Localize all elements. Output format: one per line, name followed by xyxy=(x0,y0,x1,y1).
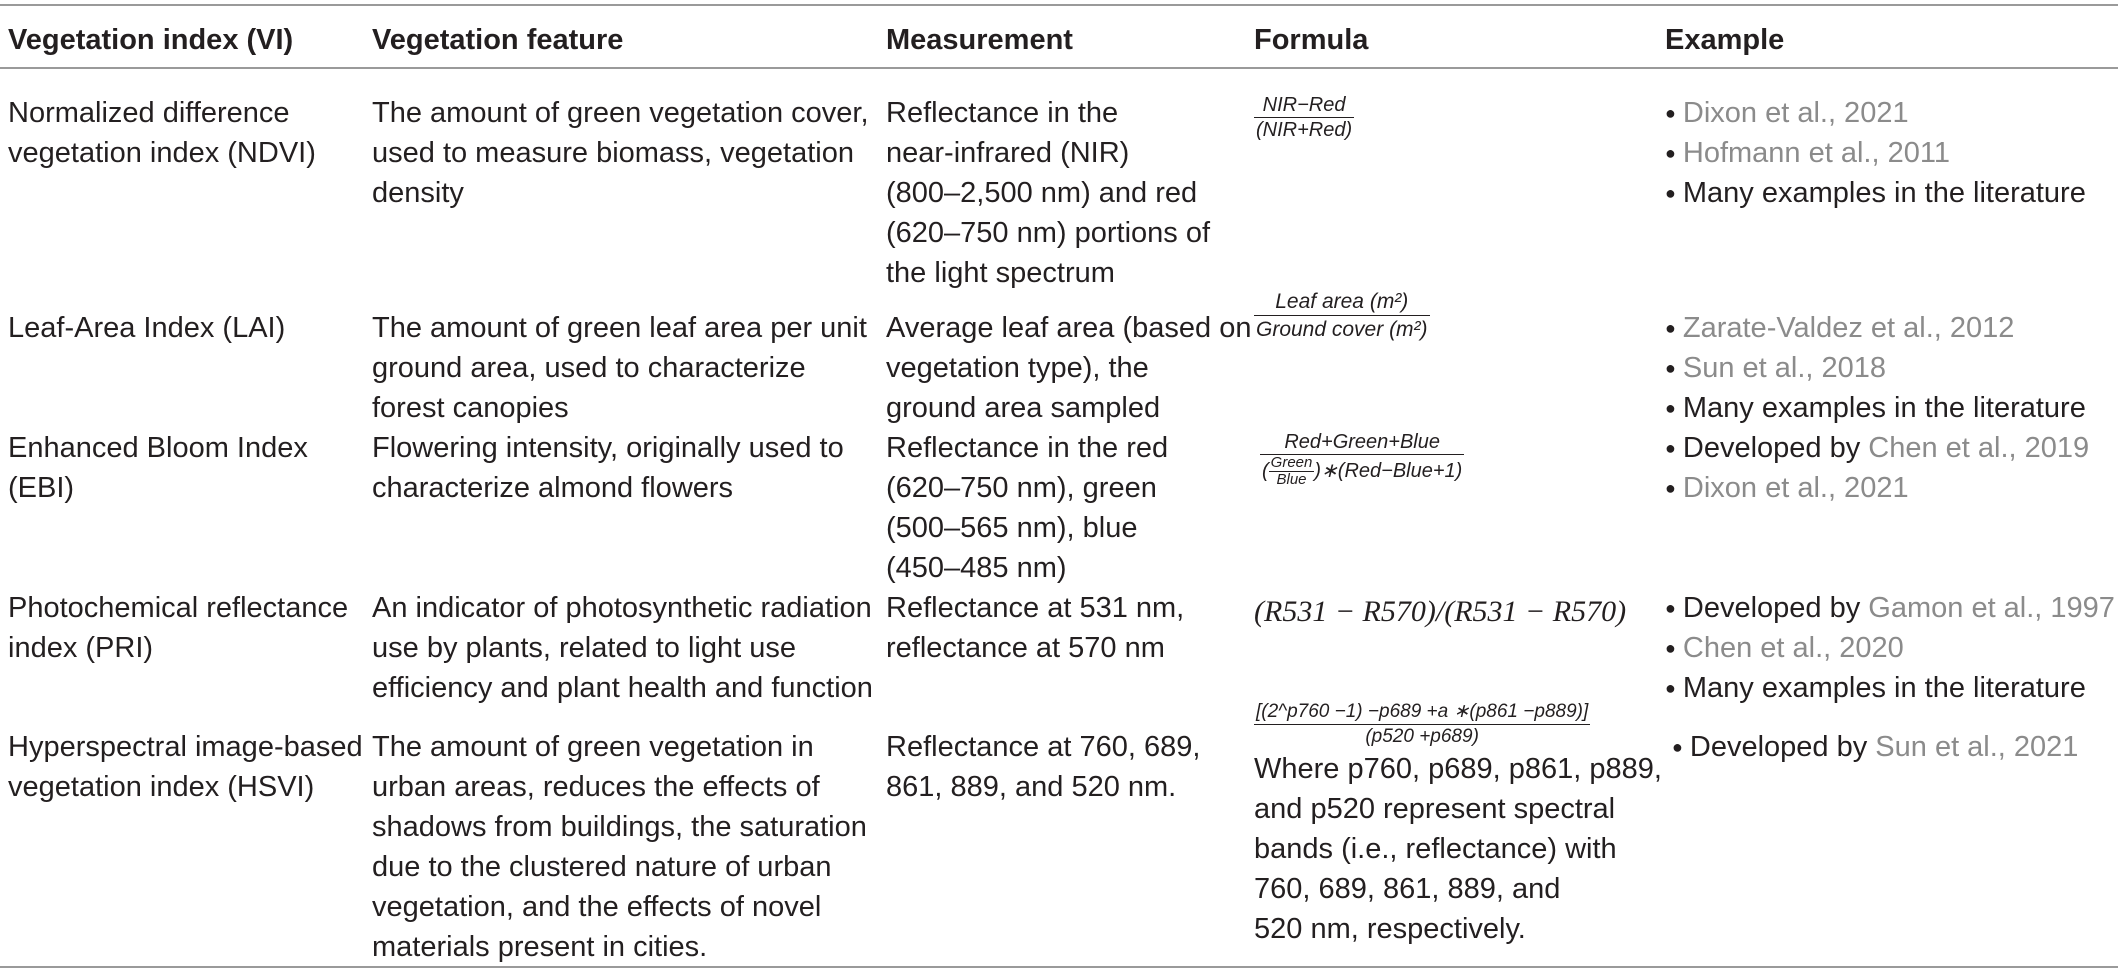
table-cell-line: (500–565 nm), blue xyxy=(886,512,1138,544)
list-item xyxy=(1665,308,2115,348)
table-cell-line: reflectance at 570 nm xyxy=(886,632,1165,664)
row-pri-feature xyxy=(372,588,872,708)
header-vegetation-index: Vegetation index (VI) xyxy=(8,24,294,56)
formula-note-line: Where p760, p689, p861, p889, xyxy=(1254,753,1662,785)
formula-note-line: and p520 represent spectral xyxy=(1254,793,1616,825)
table-cell-line: 861, 889, and 520 nm. xyxy=(886,771,1177,803)
table-cell-line: (620–750 nm) portions of xyxy=(886,217,1211,249)
example-prefix: Developed by xyxy=(1689,731,1876,763)
citation-link[interactable]: Chen et al., 2019 xyxy=(1868,432,2090,464)
table-cell-line: density xyxy=(372,177,464,209)
table-cell-line: (800–2,500 nm) and red xyxy=(886,177,1198,209)
fraction-numerator: [(2^p760 −1) −p689 +a ∗(p861 −p889)] xyxy=(1254,700,1590,725)
table-bottom-rule xyxy=(0,966,2118,968)
list-item xyxy=(1672,727,2118,767)
table-cell-line: (620–750 nm), green xyxy=(886,472,1157,504)
list-item xyxy=(1665,93,2115,133)
table-cell-line: (EBI) xyxy=(8,472,75,504)
citation-link[interactable]: Sun et al., 2018 xyxy=(1682,352,1887,384)
row-hsvi-examples xyxy=(1672,727,2118,767)
ndvi-fraction xyxy=(1254,93,1354,142)
row-ebi-index xyxy=(8,428,363,508)
hsvi-fraction xyxy=(1254,700,1590,749)
example-prefix: Many examples in the literature xyxy=(1682,672,2086,704)
example-prefix: Many examples in the literature xyxy=(1682,392,2086,424)
table-cell-line: Reflectance in the red xyxy=(886,432,1169,464)
table-cell-line: due to the clustered nature of urban xyxy=(372,851,832,883)
row-lai-feature xyxy=(372,308,872,428)
header-vegetation-feature: Vegetation feature xyxy=(372,24,624,56)
list-item xyxy=(1665,133,2115,173)
row-hsvi-formula xyxy=(1254,700,1662,949)
table-cell-line: Flowering intensity, originally used to xyxy=(372,432,844,464)
list-item xyxy=(1665,468,2115,508)
table-cell-line: ground area sampled xyxy=(886,392,1161,424)
row-pri-examples xyxy=(1665,588,2115,708)
table-cell-line: forest canopies xyxy=(372,392,569,424)
table-cell-line: Average leaf area (based on xyxy=(886,312,1252,344)
citation-link[interactable]: Zarate-Valdez et al., 2012 xyxy=(1682,312,2015,344)
row-lai-index xyxy=(8,308,363,348)
row-ndvi-formula xyxy=(1254,93,1644,142)
list-item xyxy=(1665,428,2115,468)
table-cell-line: efficiency and plant health and function xyxy=(372,672,873,704)
paren-open: ( xyxy=(1262,459,1269,482)
formula-note-line: bands (i.e., reflectance) with xyxy=(1254,833,1617,865)
fraction-remainder: )∗(Red−Blue+1) xyxy=(1314,459,1463,482)
table-cell-line: urban areas, reduces the effects of xyxy=(372,771,820,803)
fraction-denominator: Blue xyxy=(1276,471,1307,488)
table-header-rule xyxy=(0,67,2118,69)
ebi-fraction xyxy=(1260,430,1464,488)
table-cell-line: vegetation, and the effects of novel xyxy=(372,891,822,923)
list-item xyxy=(1665,668,2115,708)
header-formula: Formula xyxy=(1254,24,1369,56)
table-cell-line: the light spectrum xyxy=(886,257,1115,289)
list-item xyxy=(1665,173,2115,213)
row-lai-measurement xyxy=(886,308,1252,428)
fraction-numerator: Green xyxy=(1270,454,1313,471)
table-cell-line: Reflectance in the xyxy=(886,97,1119,129)
green-blue-fraction xyxy=(1269,455,1315,488)
example-prefix: Many examples in the literature xyxy=(1682,177,2086,209)
row-lai-formula xyxy=(1254,288,1644,343)
table-cell-line: Leaf-Area Index (LAI) xyxy=(8,312,286,344)
row-ndvi-measurement xyxy=(886,93,1246,293)
citation-link[interactable]: Hofmann et al., 2011 xyxy=(1682,137,1950,169)
table-cell-line: used to measure biomass, vegetation xyxy=(372,137,854,169)
table-top-rule xyxy=(0,4,2118,6)
fraction-numerator: NIR−Red xyxy=(1254,93,1354,118)
table-cell-line: Normalized difference xyxy=(8,97,290,129)
list-item xyxy=(1665,588,2115,628)
citation-link[interactable]: Dixon et al., 2021 xyxy=(1682,472,1909,504)
row-ebi-examples xyxy=(1665,428,2115,508)
citation-link[interactable]: Dixon et al., 2021 xyxy=(1682,97,1909,129)
row-pri-index xyxy=(8,588,363,668)
table-cell-line: materials present in cities. xyxy=(372,931,708,963)
header-measurement: Measurement xyxy=(886,24,1073,56)
table-cell-line: near-infrared (NIR) xyxy=(886,137,1130,169)
row-pri-formula xyxy=(1254,592,1644,632)
example-prefix: Developed by xyxy=(1682,592,1869,624)
table-cell-line: Reflectance at 531 nm, xyxy=(886,592,1185,624)
row-hsvi-measurement xyxy=(886,727,1246,807)
example-prefix: Developed by xyxy=(1682,432,1869,464)
row-ebi-formula xyxy=(1260,430,1650,488)
table-cell-line: use by plants, related to light use xyxy=(372,632,796,664)
fraction-denominator: (NIR+Red) xyxy=(1256,119,1353,141)
table-cell-line: shadows from buildings, the saturation xyxy=(372,811,867,843)
citation-link[interactable]: Sun et al., 2021 xyxy=(1875,731,2079,763)
row-ndvi-examples xyxy=(1665,93,2115,213)
row-ebi-feature xyxy=(372,428,872,508)
table-cell-line: vegetation index (HSVI) xyxy=(8,771,315,803)
formula-note-line: 760, 689, 861, 889, and xyxy=(1254,873,1561,905)
list-item xyxy=(1665,388,2115,428)
fraction-denominator: (p520 +p689) xyxy=(1365,726,1479,747)
table-cell-line: Photochemical reflectance xyxy=(8,592,349,624)
header-example: Example xyxy=(1665,24,1785,56)
table-cell-line: An indicator of photosynthetic radiation xyxy=(372,592,872,624)
row-ebi-measurement xyxy=(886,428,1246,588)
table-cell-line: vegetation index (NDVI) xyxy=(8,137,316,169)
table-cell-line: Enhanced Bloom Index xyxy=(8,432,308,464)
table-cell-line: Reflectance at 760, 689, xyxy=(886,731,1201,763)
row-ndvi-feature xyxy=(372,93,872,213)
pri-formula-text: (R531 − R570)/(R531 − R570) xyxy=(1254,595,1627,628)
table-cell-line: The amount of green vegetation in xyxy=(372,731,814,763)
fraction-denominator xyxy=(1260,455,1464,488)
fraction-numerator: Leaf area (m²) xyxy=(1254,288,1430,316)
table-cell-line: Hyperspectral image-based xyxy=(8,731,363,763)
row-hsvi-index xyxy=(8,727,363,807)
row-hsvi-feature xyxy=(372,727,872,967)
row-pri-measurement xyxy=(886,588,1246,668)
table-cell-line: vegetation type), the xyxy=(886,352,1149,384)
table-cell-line: (450–485 nm) xyxy=(886,552,1067,584)
formula-note-line: 520 nm, respectively. xyxy=(1254,913,1526,945)
row-ndvi-index xyxy=(8,93,363,173)
table-cell-line: The amount of green leaf area per unit xyxy=(372,312,867,344)
list-item xyxy=(1665,628,2115,668)
citation-link[interactable]: Gamon et al., 1997 xyxy=(1868,592,2115,624)
fraction-denominator: Ground cover (m²) xyxy=(1256,318,1428,341)
table-cell-line: The amount of green vegetation cover, xyxy=(372,97,869,129)
lai-fraction xyxy=(1254,288,1430,343)
fraction-numerator: Red+Green+Blue xyxy=(1260,430,1464,455)
table-cell-line: characterize almond flowers xyxy=(372,472,734,504)
citation-link[interactable]: Chen et al., 2020 xyxy=(1682,632,1904,664)
list-item xyxy=(1665,348,2115,388)
row-lai-examples xyxy=(1665,308,2115,428)
table-cell-line: ground area, used to characterize xyxy=(372,352,806,384)
table-cell-line: index (PRI) xyxy=(8,632,154,664)
